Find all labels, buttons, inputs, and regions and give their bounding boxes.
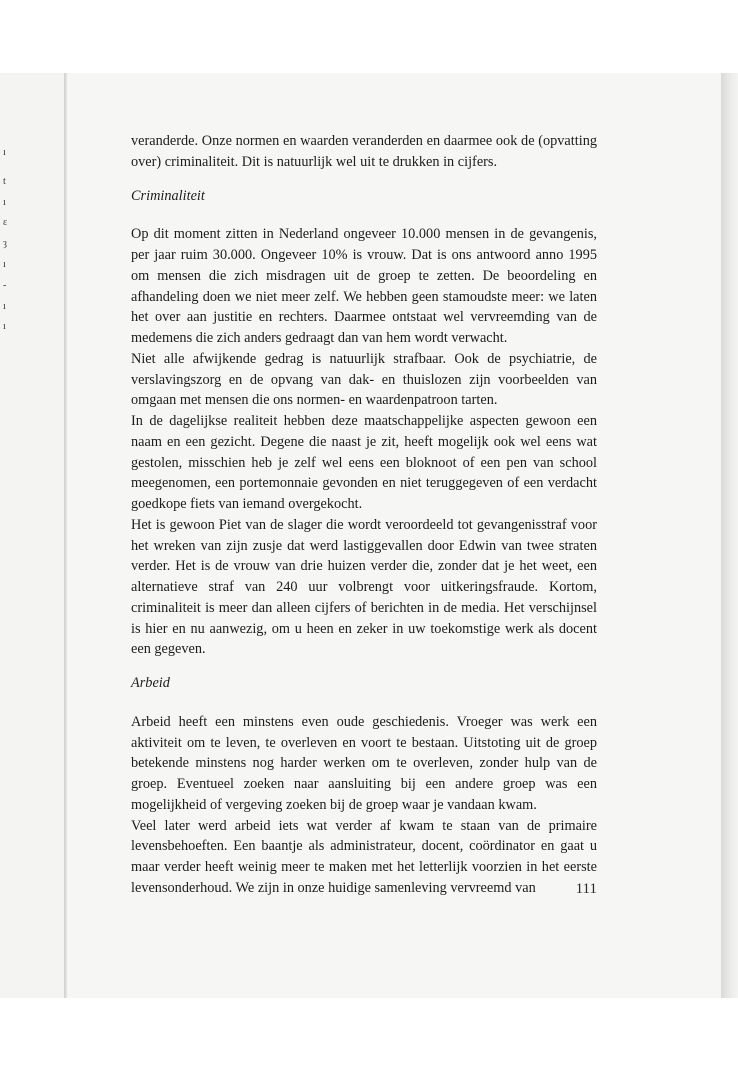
- margin-mark: ı: [3, 321, 6, 333]
- paragraph: Niet alle afwijkende gedrag is natuurlijk strafbaar. Ook de psychiatrie, de verslavingszorg en de opvang van dak- en thuislozen zijn voorbeelden van omgaan met mensen die ons normen- en waardenpatroon tarten.: [131, 350, 597, 409]
- paragraph: Op dit moment zitten in Nederland ongeveer 10.000 mensen in de gevangenis, per jaar ruim 30.000. Ongeveer 10% is vrouw. Dat is ons antwoord anno 1995 om mensen die zich misdragen uit de groep te zetten. De beoordeling en afhandeling doen we niet meer zelf. We hebben geen stamoudste meer: we laten het over aan justitie en rechters. Daarmee ontstaat wel vervreemding van de medemens die zich anders gedraagt dan van hem wordt verwacht.: [131, 226, 597, 346]
- section-heading-arbeid: Arbeid: [131, 675, 170, 691]
- page-edge: [721, 73, 738, 998]
- page-number: 111: [575, 881, 597, 897]
- paragraph: Het is gewoon Piet van de slager die wordt veroordeeld tot gevangenisstraf voor het wreken van zijn zusje dat werd lastiggevallen door Edwin van twee straten verder. Het is de vrouw van drie huizen verder die, zonder dat je het weet, een alternatieve straf van 240 uur volbrengt voor uitkeringsfraude. Kortom, criminaliteit is meer dan alleen cijfers of berichten in de media. Het verschijnsel is hier en nu aanwezig, om u heen en zeker in uw toekomstige werk als docent een gegeven.: [131, 516, 597, 658]
- page-body: [131, 131, 597, 899]
- margin-mark: ı: [3, 300, 6, 312]
- paragraph: Arbeid heeft een minstens even oude geschiedenis. Vroeger was werk een aktiviteit om te leven, te overleven en voort te bestaan. Uitstoting uit de groep betekende minstens nog harder werken om te overleven, zonder hulp van de groep. Eventueel zoeken naar aansluiting bij een andere groep was een mogelijkheid of vergeving zoeken bij de groep waar je vandaan kwam.: [131, 713, 597, 813]
- margin-mark: ı: [3, 258, 6, 270]
- margin-mark: t: [3, 175, 6, 187]
- margin-mark: -: [3, 279, 7, 291]
- margin-mark: ı: [3, 196, 6, 208]
- section-heading-criminaliteit: Criminaliteit: [131, 187, 205, 204]
- paragraph: Veel later werd arbeid iets wat verder af kwam te staan van de primaire levensbehoeften. Een baantje als administrateur, docent, coördinator en gaat u maar verder heeft weinig meer te maken met het letterlijk voorzien in het eerste levensonderhoud. We zijn in onze huidige samenleving vervreemd van: [131, 817, 597, 896]
- margin-mark: ı: [3, 147, 6, 158]
- left-page-text-fragments: [3, 143, 15, 338]
- margin-mark: ɛ: [3, 217, 8, 229]
- paragraph: In de dagelijkse realiteit hebben deze maatschappelijke aspecten gewoon een naam en een gezicht. Degene die naast je zit, heeft mogelijk ook wel eens wat gestolen, misschien heb je zelf wel eens een bloknoot of een pen van school meegenomen, een portemonnaie gevonden en niet teruggegeven of een verdacht goedkope fiets van iemand overgekocht.: [131, 413, 597, 512]
- paragraph: veranderde. Onze normen en waarden veranderden en daarmee ook de (opvatting over) criminaliteit. Dit is natuurlijk wel uit te drukken in cijfers.: [131, 133, 597, 170]
- margin-mark: ȝ: [3, 238, 7, 250]
